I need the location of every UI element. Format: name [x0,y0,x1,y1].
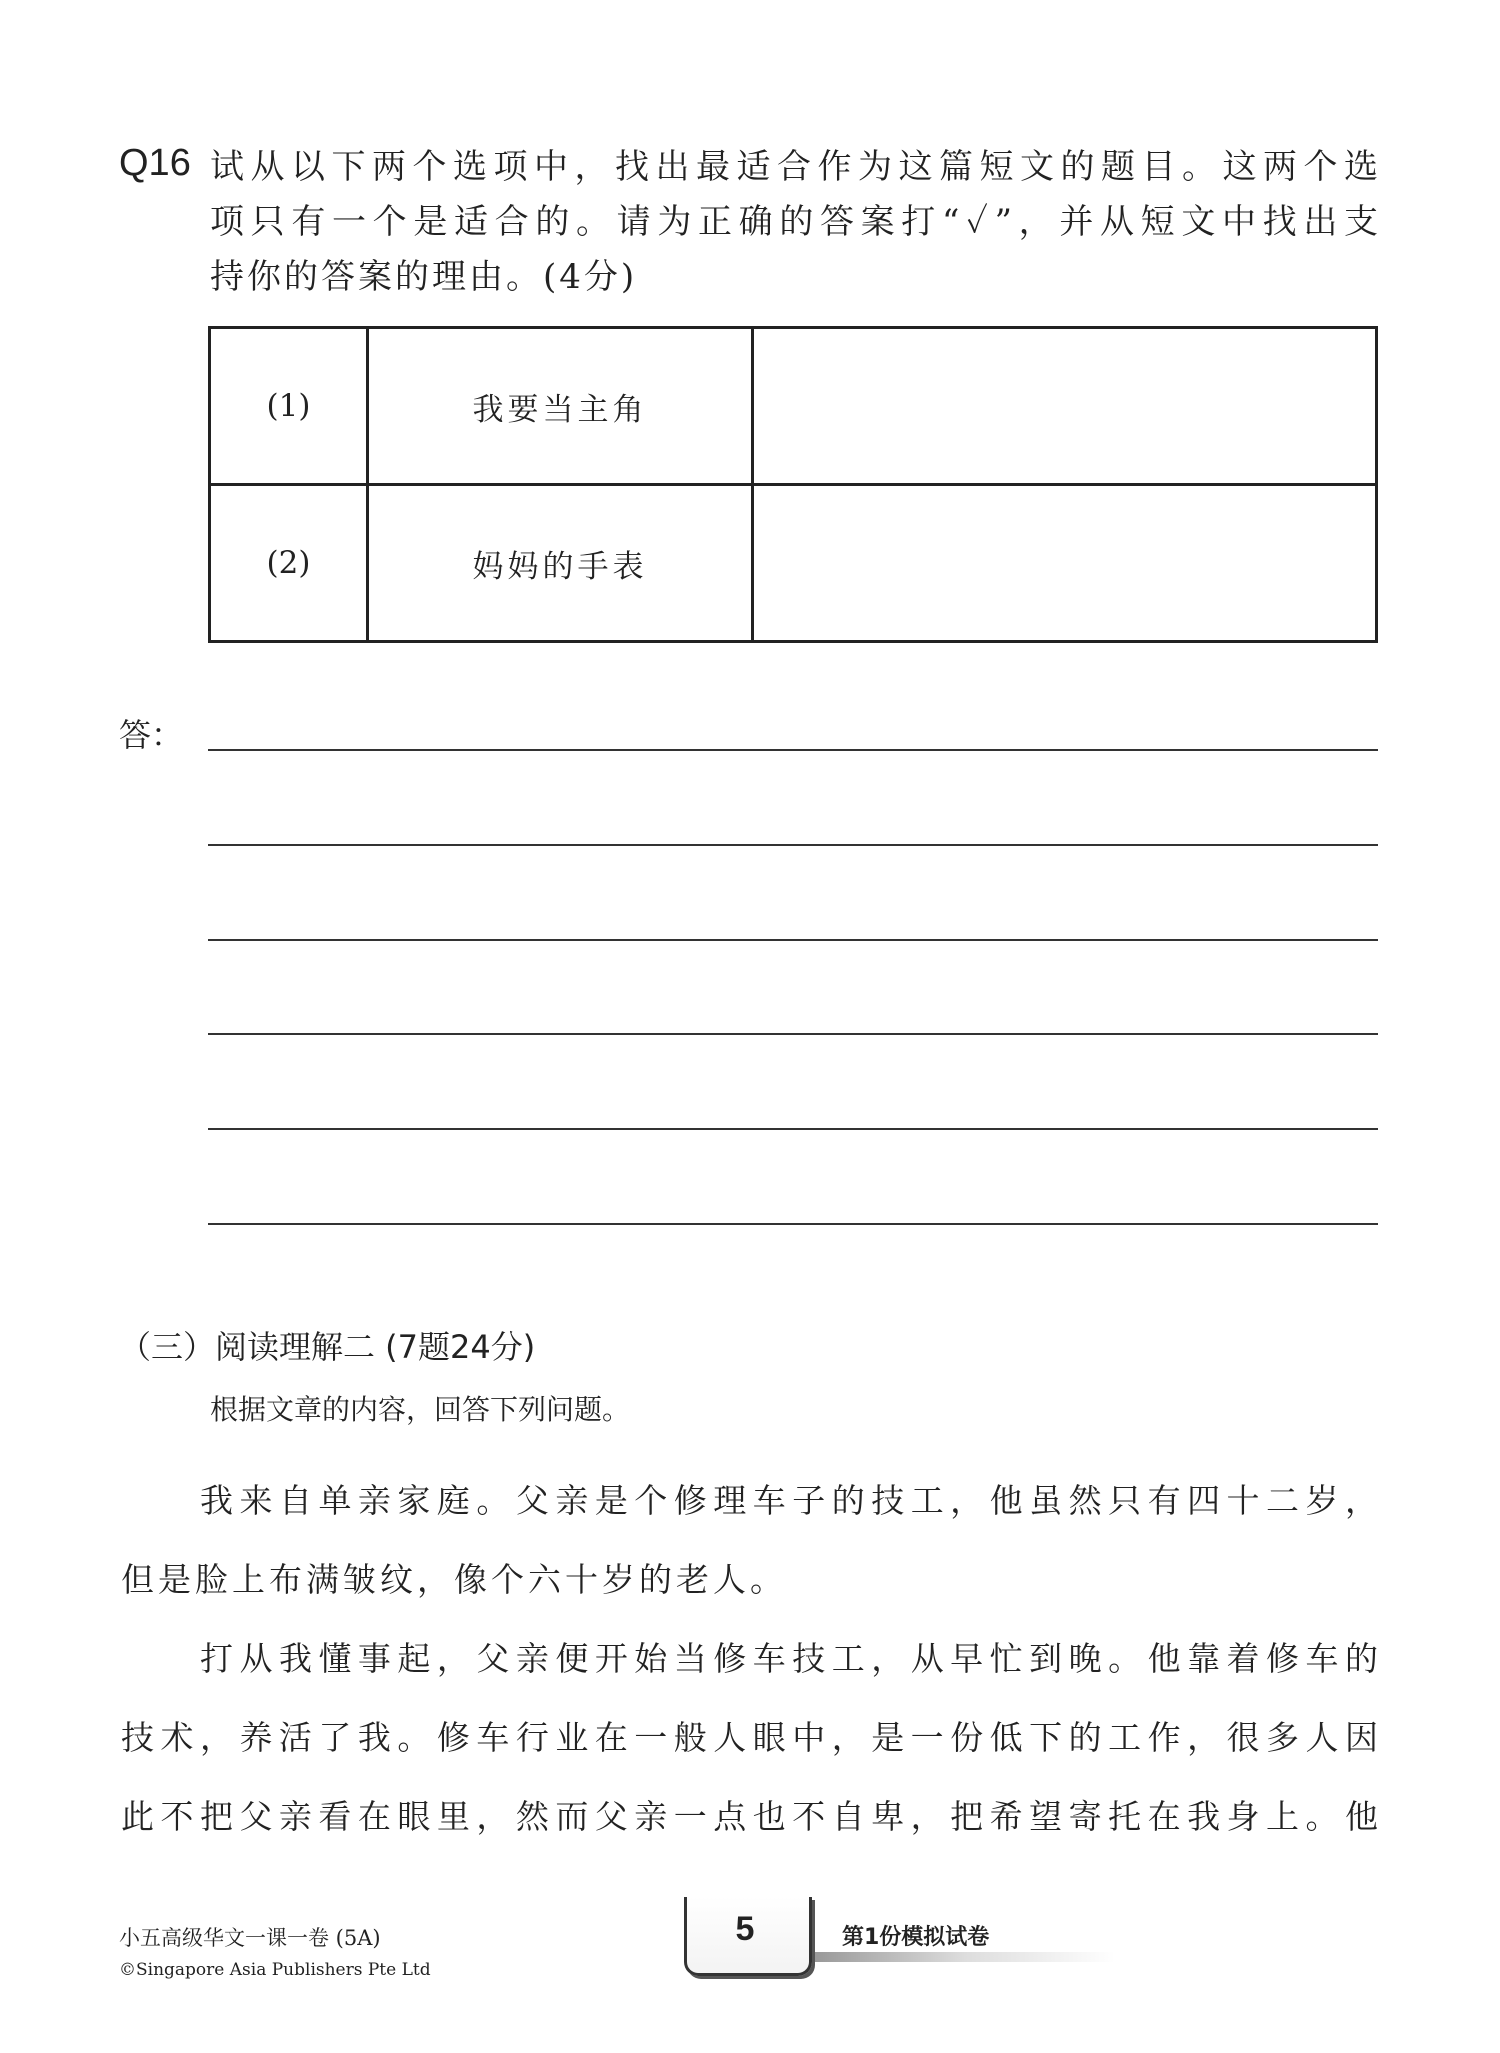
option-title: 妈妈的手表 [368,485,753,642]
passage-line: 我来自单亲家庭。父亲是个修理车子的技工，他虽然只有四十二岁， [200,1481,1378,1520]
answer-line[interactable] [208,939,1378,941]
answer-line[interactable] [208,1128,1378,1130]
paper-bar [815,1952,1115,1962]
option-number: (1) [210,328,368,485]
passage-line: 打从我懂事起，父亲便开始当修车技工，从早忙到晚。他靠着修车的 [200,1639,1378,1678]
option-check-cell[interactable] [753,328,1377,485]
book-title: 小五高级华文一课一卷 (5A) [119,1926,381,1950]
question-text-line: 项只有一个是适合的。请为正确的答案打“✓”，并从短文中找出支 [210,202,1378,242]
passage-line: 但是脸上布满皱纹，像个六十岁的老人。 [121,1560,787,1599]
option-title: 我要当主角 [368,328,753,485]
answer-line[interactable] [208,844,1378,846]
option-check-cell[interactable] [753,485,1377,642]
question-number: Q16 [119,142,191,184]
answer-line[interactable] [208,749,1378,751]
question-text-line: 试从以下两个选项中，找出最适合作为这篇短文的题目。这两个选 [210,147,1378,187]
table-row [210,485,1377,642]
question-text-line: 持你的答案的理由。(4分) [210,257,638,297]
table-row [210,328,1377,485]
page-number: 5 [735,1910,755,1948]
answer-line[interactable] [208,1033,1378,1035]
passage-line: 此不把父亲看在眼里，然而父亲一点也不自卑，把希望寄托在我身上。他 [121,1797,1378,1836]
paper-name: 第1份模拟试卷 [842,1925,990,1950]
option-number: (2) [210,485,368,642]
section-title: （三）阅读理解二 (7题24分) [119,1328,536,1366]
copyright: ©Singapore Asia Publishers Pte Ltd [119,1960,431,1980]
answer-label: 答： [119,716,184,754]
section-instruction: 根据文章的内容，回答下列问题。 [210,1393,631,1426]
answer-line[interactable] [208,1223,1378,1225]
options-table [208,326,1378,643]
passage-line: 技术，养活了我。修车行业在一般人眼中，是一份低下的工作，很多人因 [121,1718,1378,1757]
